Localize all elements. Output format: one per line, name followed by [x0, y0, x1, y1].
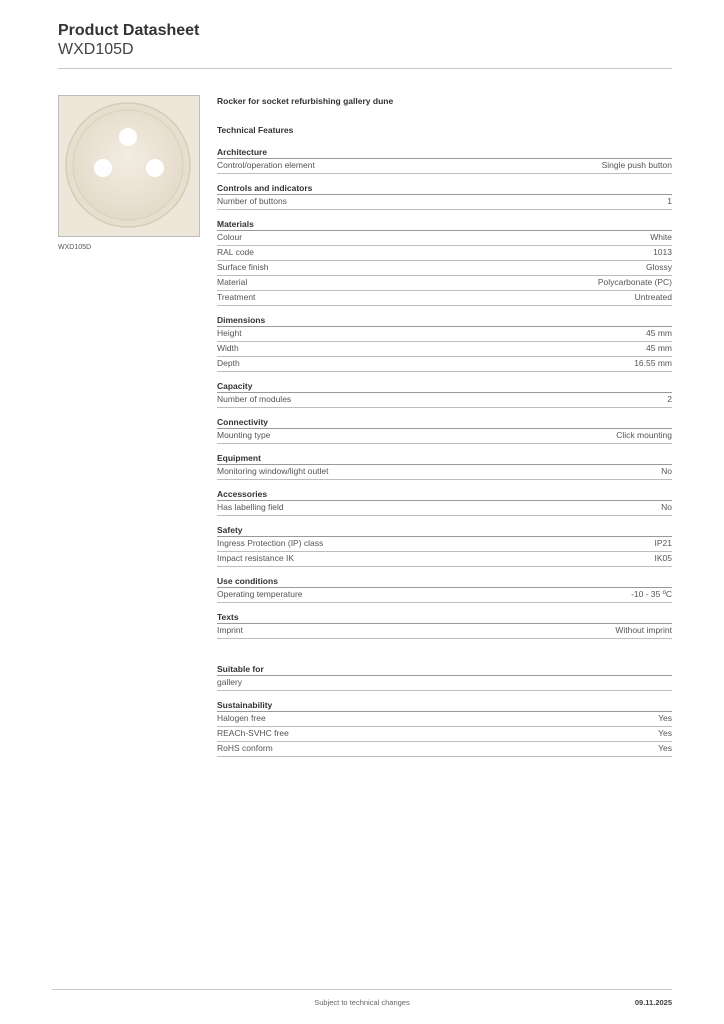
feature-value: 16.55 mm — [634, 358, 672, 368]
image-caption: WXD105D — [58, 244, 92, 251]
section-title: Equipment — [217, 452, 672, 465]
feature-row — [217, 327, 672, 342]
feature-sections — [217, 146, 672, 757]
feature-row — [217, 727, 672, 742]
feature-value: Glossy — [646, 262, 672, 272]
section-title: Safety — [217, 524, 672, 537]
section-title: Controls and indicators — [217, 182, 672, 195]
section-title: Connectivity — [217, 416, 672, 429]
feature-row — [217, 552, 672, 567]
technical-content — [217, 95, 672, 757]
section-title: Architecture — [217, 146, 672, 159]
feature-label: Width — [217, 343, 239, 353]
feature-value: White — [650, 232, 672, 242]
feature-value: IK05 — [654, 553, 672, 563]
feature-section — [217, 146, 672, 174]
technical-features-heading: Technical Features — [217, 125, 294, 135]
document-header — [58, 21, 199, 59]
product-code: WXD105D — [58, 41, 134, 58]
feature-label: Number of buttons — [217, 196, 287, 206]
feature-row — [217, 712, 672, 727]
footer-note: Subject to technical changes — [314, 998, 410, 1007]
feature-label: Monitoring window/light outlet — [217, 466, 329, 476]
feature-value: 1013 — [653, 247, 672, 257]
feature-row — [217, 195, 672, 210]
feature-value: -10 - 35 ºC — [631, 589, 672, 599]
page-title: Product Datasheet — [58, 22, 200, 39]
feature-row — [217, 276, 672, 291]
feature-label: REACh-SVHC free — [217, 728, 289, 738]
header-divider — [58, 68, 672, 69]
feature-label: Halogen free — [217, 713, 266, 723]
feature-value: Yes — [658, 728, 672, 738]
feature-label: Control/operation element — [217, 160, 315, 170]
section-title: Suitable for — [217, 663, 672, 676]
feature-label: Depth — [217, 358, 240, 368]
feature-value: Yes — [658, 743, 672, 753]
feature-label: RoHS conform — [217, 743, 273, 753]
feature-section — [217, 699, 672, 757]
feature-label: Colour — [217, 232, 243, 242]
feature-value: IP21 — [654, 538, 672, 548]
feature-row — [217, 159, 672, 174]
feature-label: Has labelling field — [217, 502, 284, 512]
feature-value: 45 mm — [646, 328, 672, 338]
feature-row — [217, 342, 672, 357]
feature-section — [217, 218, 672, 306]
feature-value: No — [661, 502, 672, 512]
feature-row — [217, 676, 672, 691]
feature-row — [217, 429, 672, 444]
feature-value: Polycarbonate (PC) — [597, 277, 672, 287]
feature-label: Height — [217, 328, 242, 338]
feature-row — [217, 465, 672, 480]
feature-row — [217, 231, 672, 246]
feature-label: Impact resistance IK — [217, 553, 295, 563]
feature-label: Imprint — [217, 625, 243, 635]
feature-value: Yes — [658, 713, 672, 723]
feature-section — [217, 524, 672, 567]
feature-row — [217, 291, 672, 306]
feature-label: Treatment — [217, 292, 256, 302]
feature-value: 2 — [667, 394, 672, 404]
feature-value: 45 mm — [646, 343, 672, 353]
feature-section — [217, 314, 672, 372]
feature-label: Number of modules — [217, 394, 292, 404]
feature-value: Untreated — [634, 292, 672, 302]
socket-cover-illustration — [59, 96, 199, 236]
feature-row — [217, 357, 672, 372]
feature-label: Mounting type — [217, 430, 271, 440]
section-title: Use conditions — [217, 575, 672, 588]
section-title: Sustainability — [217, 699, 672, 712]
feature-row — [217, 742, 672, 757]
feature-section — [217, 182, 672, 210]
feature-row — [217, 537, 672, 552]
feature-value: Without imprint — [615, 625, 672, 635]
section-title: Dimensions — [217, 314, 672, 327]
section-title: Accessories — [217, 488, 672, 501]
feature-value: Click mounting — [616, 430, 672, 440]
feature-section — [217, 488, 672, 516]
footer-divider — [52, 989, 672, 990]
footer-date: 09.11.2025 — [634, 998, 672, 1007]
section-title: Texts — [217, 611, 672, 624]
feature-row — [217, 588, 672, 603]
feature-row — [217, 393, 672, 408]
product-title: Rocker for socket refurbishing gallery dune — [217, 96, 394, 106]
feature-label: RAL code — [217, 247, 255, 257]
feature-row — [217, 624, 672, 639]
feature-label: gallery — [217, 677, 243, 687]
feature-value: No — [661, 466, 672, 476]
feature-section — [217, 663, 672, 691]
feature-section — [217, 416, 672, 444]
feature-label: Ingress Protection (IP) class — [217, 538, 324, 548]
feature-row — [217, 501, 672, 516]
feature-section — [217, 575, 672, 603]
feature-section — [217, 611, 672, 639]
feature-value: Single push button — [601, 160, 672, 170]
section-title: Capacity — [217, 380, 672, 393]
section-spacer — [217, 639, 672, 655]
feature-label: Surface finish — [217, 262, 269, 272]
feature-value: 1 — [667, 196, 672, 206]
feature-row — [217, 261, 672, 276]
feature-label: Operating temperature — [217, 589, 303, 599]
feature-row — [217, 246, 672, 261]
feature-section — [217, 452, 672, 480]
feature-label: Material — [217, 277, 248, 287]
feature-section — [217, 380, 672, 408]
product-image — [58, 95, 200, 237]
section-title: Materials — [217, 218, 672, 231]
